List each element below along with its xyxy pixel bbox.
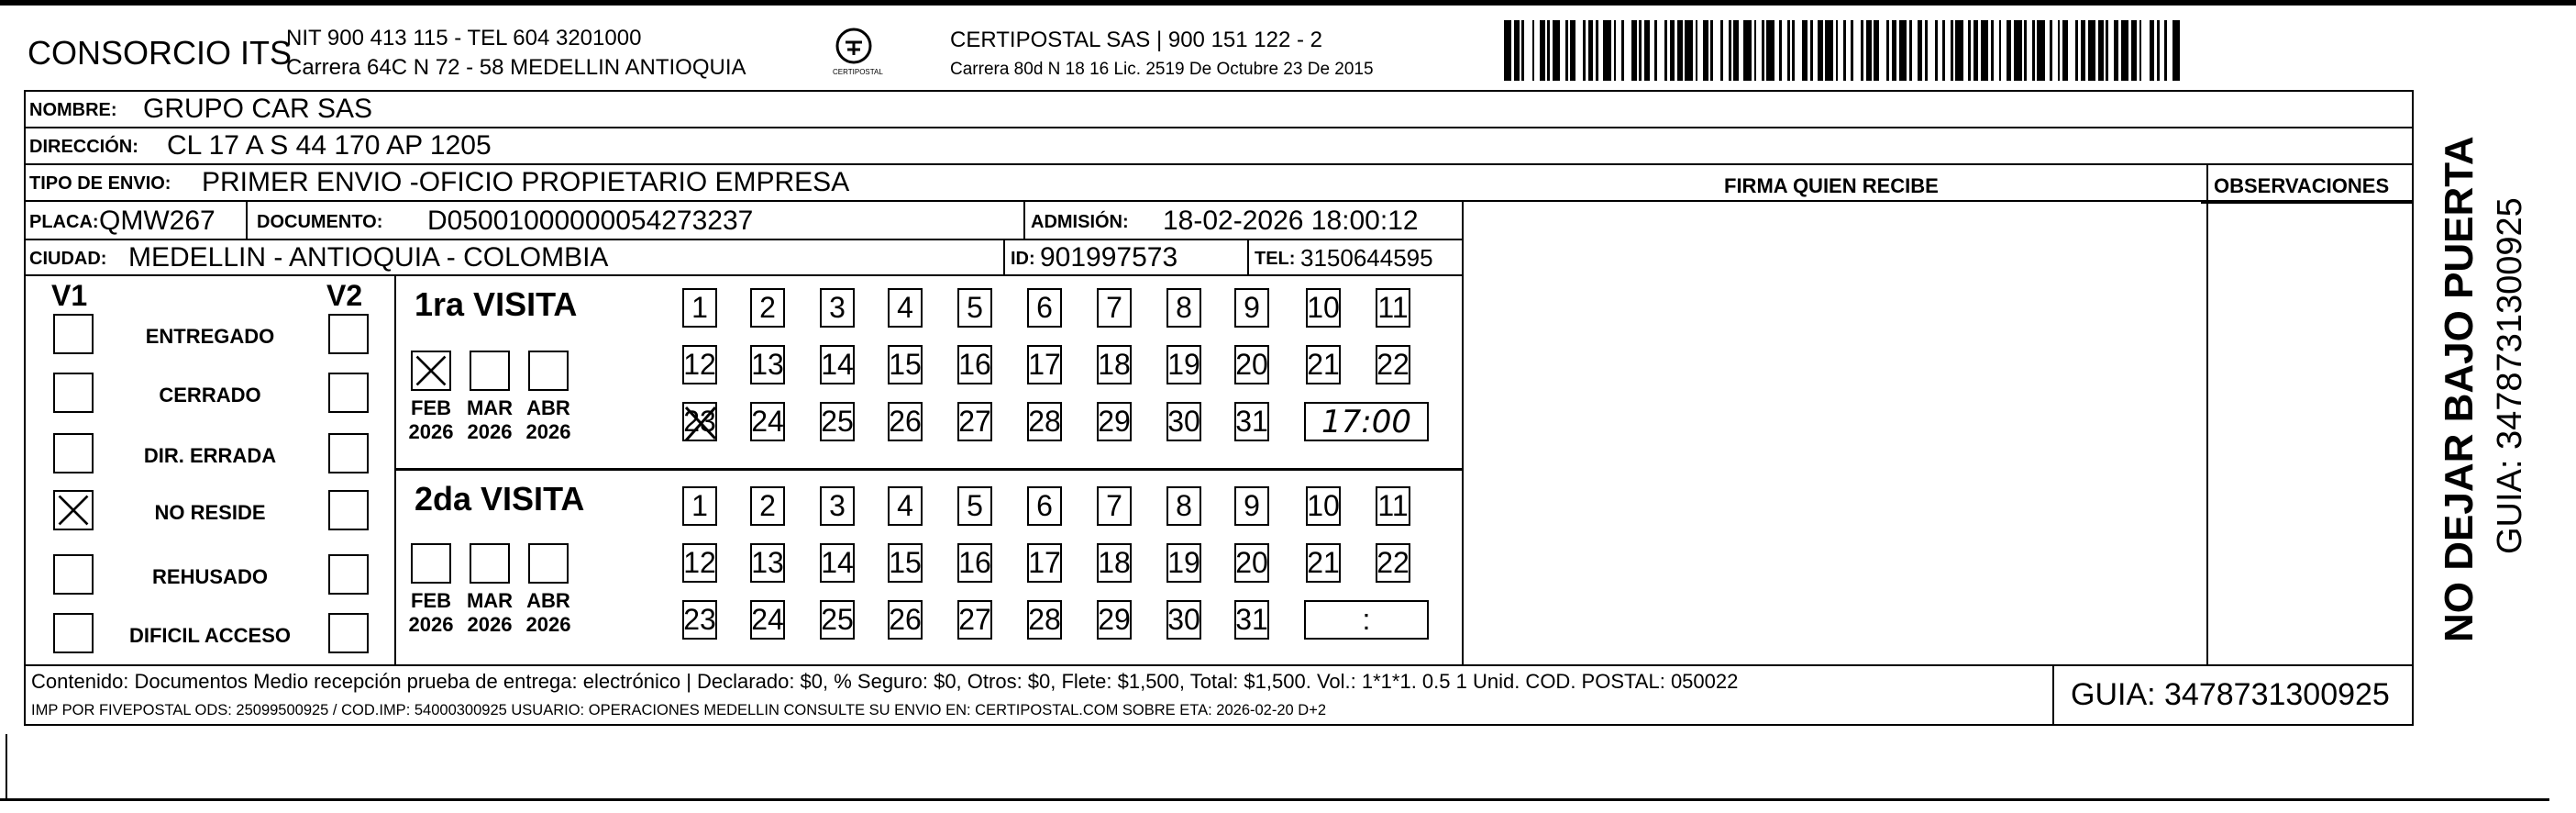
status-v2-checkbox[interactable]	[328, 373, 369, 413]
status-v1-checkbox[interactable]	[53, 373, 94, 413]
barcode-bar	[1743, 20, 1751, 81]
month-checkbox[interactable]	[528, 543, 569, 584]
barcode-bar	[1955, 20, 1962, 81]
side-guia: GUIA: 3478731300925	[2491, 197, 2529, 554]
day-box[interactable]: 2	[750, 486, 785, 526]
barcode-bar	[1713, 20, 1720, 81]
day-box[interactable]: 30	[1166, 600, 1201, 640]
month-year: 2026	[525, 613, 571, 636]
direccion-label: DIRECCIÓN:	[29, 137, 138, 157]
row-line	[24, 200, 2414, 202]
placa-value: QMW267	[99, 206, 216, 236]
month-year: 2026	[467, 613, 513, 636]
status-v2-checkbox[interactable]	[328, 554, 369, 595]
day-box[interactable]: 8	[1166, 288, 1201, 328]
month-name: MAR	[466, 396, 514, 419]
month-year: 2026	[525, 420, 571, 443]
row-line	[24, 127, 2414, 128]
barcode-bar	[1504, 20, 1511, 81]
nombre-value: GRUPO CAR SAS	[143, 94, 373, 124]
day-box[interactable]: 21	[1306, 543, 1341, 583]
month-checkbox[interactable]	[470, 351, 510, 391]
barcode-bar	[2068, 20, 2075, 81]
day-box[interactable]: 13	[750, 543, 785, 583]
day-box[interactable]: 9	[1234, 288, 1269, 328]
admision-label: ADMISIÓN:	[1031, 212, 1129, 232]
visita2-title: 2da VISITA	[415, 480, 585, 518]
day-box[interactable]: 22	[1376, 543, 1410, 583]
admision-value: 18-02-2026 18:00:12	[1163, 206, 1419, 236]
courier-line: CERTIPOSTAL SAS | 900 151 122 - 2	[950, 28, 1322, 52]
status-label: REHUSADO	[152, 565, 268, 588]
month-checkbox[interactable]	[411, 543, 451, 584]
day-box[interactable]: 29	[1097, 402, 1132, 441]
ciudad-label: CIUDAD:	[29, 249, 107, 269]
day-box[interactable]: 15	[888, 345, 923, 384]
day-box[interactable]: 5	[957, 486, 992, 526]
barcode-bar	[1825, 20, 1832, 81]
barcode-bar	[1603, 20, 1610, 81]
tel-value: 3150644595	[1300, 244, 1433, 272]
barcode-bar	[1981, 20, 1988, 81]
day-box[interactable]	[682, 402, 717, 441]
day-box[interactable]: 3	[820, 288, 855, 328]
tipo-value: PRIMER ENVIO -OFICIO PROPIETARIO EMPRESA	[202, 167, 850, 197]
placa-label: PLACA:	[29, 212, 99, 232]
month-checkbox[interactable]	[528, 351, 569, 391]
barcode-bar	[1899, 20, 1907, 81]
nombre-label: NOMBRE:	[29, 100, 117, 120]
day-box[interactable]: 22	[1376, 345, 1410, 384]
col-line	[2052, 664, 2054, 726]
day-box[interactable]: 5	[957, 288, 992, 328]
documento-value: D05001000000054273237	[427, 206, 754, 236]
row-line	[24, 239, 1462, 240]
barcode-bar	[1879, 20, 1886, 81]
day-box[interactable]: 7	[1097, 486, 1132, 526]
day-box[interactable]: 23	[682, 600, 717, 640]
month-name: FEB	[411, 396, 451, 419]
logo-caption: CERTIPOSTAL	[833, 68, 883, 76]
footer-guia: GUIA: 3478731300925	[2071, 677, 2390, 712]
row-line	[24, 163, 2414, 165]
firma-label: FIRMA QUIEN RECIBE	[1724, 174, 1939, 197]
col-line	[246, 200, 248, 239]
v2-label: V2	[326, 279, 363, 312]
documento-label: DOCUMENTO:	[257, 212, 383, 232]
day-box[interactable]: 4	[888, 288, 923, 328]
ciudad-value: MEDELLIN - ANTIOQUIA - COLOMBIA	[128, 242, 609, 273]
barcode-bar	[1575, 20, 1583, 81]
barcode-bar	[2088, 20, 2095, 81]
barcode-bar	[1553, 20, 1560, 81]
month-name: ABR	[526, 396, 570, 419]
v1-label: V1	[51, 279, 88, 312]
day-box[interactable]: 14	[820, 543, 855, 583]
month-checkbox[interactable]	[411, 351, 451, 391]
barcode-bar	[2037, 20, 2044, 81]
day-box[interactable]: 25	[820, 600, 855, 640]
col-line	[2206, 163, 2208, 664]
day-box[interactable]: 28	[1027, 402, 1062, 441]
month-year: 2026	[408, 613, 454, 636]
barcode-bar	[2172, 20, 2180, 81]
top-rule	[0, 0, 2576, 6]
day-box[interactable]: 11	[1376, 486, 1410, 526]
day-box[interactable]: 30	[1166, 402, 1201, 441]
day-box[interactable]: 11	[1376, 288, 1410, 328]
bottom-rule	[0, 798, 2549, 801]
day-box[interactable]: 18	[1097, 345, 1132, 384]
day-box[interactable]: 15	[888, 543, 923, 583]
day-box[interactable]: 10	[1306, 486, 1341, 526]
id-value: 901997573	[1040, 242, 1178, 273]
status-label: ENTREGADO	[145, 325, 275, 348]
col-line	[1462, 200, 1464, 664]
imp-text: IMP POR FIVEPOSTAL ODS: 25099500925 / COD.IMP: 54000300925 USUARIO: OPERACIONES MEDELLIN CONSULTE SU ENVIO EN: CERTIPOSTAL.COM SOBRE ETA: 2026-02-20 D+2	[31, 702, 1327, 718]
status-v1-checkbox[interactable]	[53, 554, 94, 595]
col-line	[1023, 200, 1025, 239]
day-box[interactable]: 19	[1166, 345, 1201, 384]
barcode-bar	[1853, 20, 1861, 81]
day-box[interactable]: 28	[1027, 600, 1062, 640]
row-line	[24, 274, 1462, 276]
barcode-bar	[1685, 20, 1692, 81]
direccion-value: CL 17 A S 44 170 AP 1205	[167, 130, 492, 161]
day-box[interactable]: 13	[750, 345, 785, 384]
day-box[interactable]: 20	[1234, 345, 1269, 384]
barcode-bar	[1795, 20, 1802, 81]
day-box[interactable]: 24	[750, 600, 785, 640]
barcode-bar	[1524, 20, 1531, 81]
day-box[interactable]: 18	[1097, 543, 1132, 583]
row-line	[24, 664, 2414, 666]
col-line	[1247, 239, 1249, 275]
day-box[interactable]: 25	[820, 402, 855, 441]
month-name: FEB	[411, 589, 451, 612]
certipostal-logo-icon	[833, 26, 875, 68]
day-box[interactable]: 31	[1234, 600, 1269, 640]
visita1-title: 1ra VISITA	[415, 285, 578, 323]
day-box[interactable]: 6	[1027, 486, 1062, 526]
day-box[interactable]: 9	[1234, 486, 1269, 526]
month-checkbox[interactable]	[470, 543, 510, 584]
day-box[interactable]: 2	[750, 288, 785, 328]
company-name: CONSORCIO ITS	[28, 34, 293, 72]
day-box[interactable]: 1	[682, 288, 717, 328]
col-line	[394, 274, 396, 664]
tipo-label: TIPO DE ENVIO:	[29, 173, 171, 194]
day-box[interactable]: 31	[1234, 402, 1269, 441]
day-box[interactable]: 8	[1166, 486, 1201, 526]
month-year: 2026	[467, 420, 513, 443]
day-box[interactable]: 12	[682, 345, 717, 384]
barcode-bar	[1766, 20, 1774, 81]
day-box[interactable]: 14	[820, 345, 855, 384]
month-name: MAR	[466, 589, 514, 612]
status-v2-checkbox[interactable]	[328, 613, 369, 653]
left-rule	[6, 734, 7, 798]
status-v1-checkbox[interactable]	[53, 490, 94, 530]
day-box[interactable]: 24	[750, 402, 785, 441]
col-line	[1003, 239, 1005, 275]
no-dejar-warning: NO DEJAR BAJO PUERTA	[2437, 136, 2482, 642]
day-box[interactable]: 6	[1027, 288, 1062, 328]
barcode-bar	[2180, 20, 2183, 81]
day-box[interactable]: 27	[957, 402, 992, 441]
day-box[interactable]: 10	[1306, 288, 1341, 328]
day-box[interactable]: 16	[957, 543, 992, 583]
month-year: 2026	[408, 420, 454, 443]
courier-address: Carrera 80d N 18 16 Lic. 2519 De Octubre 23 De 2015	[950, 60, 1374, 79]
day-box[interactable]: 21	[1306, 345, 1341, 384]
status-v1-checkbox[interactable]	[53, 433, 94, 473]
contenido-text: Contenido: Documentos Medio recepción prueba de entrega: electrónico | Declarado: $0, % Seguro: $0, Otros: $0, Flete: $1,500, Total: $1,500. Vol.: 1*1*1. 0.5 1 Unid. COD. POSTAL: 050022	[31, 670, 1739, 693]
day-box[interactable]: 29	[1097, 600, 1132, 640]
tel-label: TEL:	[1255, 249, 1296, 269]
status-v2-checkbox[interactable]	[328, 314, 369, 354]
day-box[interactable]: 27	[957, 600, 992, 640]
day-box[interactable]: 20	[1234, 543, 1269, 583]
day-box[interactable]: 16	[957, 345, 992, 384]
status-label: CERRADO	[159, 384, 261, 406]
day-box[interactable]: 4	[888, 486, 923, 526]
barcode-bar	[1657, 20, 1664, 81]
day-box[interactable]: 1	[682, 486, 717, 526]
barcode-bar	[1928, 20, 1935, 81]
time-box[interactable]: 17:00	[1304, 402, 1429, 441]
status-v2-checkbox[interactable]	[328, 433, 369, 473]
day-box[interactable]: 17	[1027, 345, 1062, 384]
day-number: 23	[683, 405, 716, 438]
day-box[interactable]: 26	[888, 600, 923, 640]
status-label: DIFICIL ACCESO	[128, 624, 291, 647]
address-line: Carrera 64C N 72 - 58 MEDELLIN ANTIOQUIA	[286, 55, 746, 80]
day-box[interactable]: 3	[820, 486, 855, 526]
status-v2-checkbox[interactable]	[328, 490, 369, 530]
status-label: DIR. ERRADA	[143, 444, 277, 467]
barcode-bar	[2141, 20, 2149, 81]
status-label: NO RESIDE	[154, 501, 266, 524]
row-line	[2201, 202, 2414, 204]
barcode	[1504, 20, 2183, 81]
barcode-bar	[1624, 20, 1631, 81]
day-box[interactable]: 12	[682, 543, 717, 583]
time-box[interactable]: :	[1304, 600, 1429, 640]
status-v1-checkbox[interactable]	[53, 314, 94, 354]
day-box[interactable]: 17	[1027, 543, 1062, 583]
row-line	[394, 468, 1462, 471]
observaciones-label: OBSERVACIONES	[2214, 174, 2390, 197]
barcode-bar	[2121, 20, 2128, 81]
day-box[interactable]: 7	[1097, 288, 1132, 328]
status-v1-checkbox[interactable]	[53, 613, 94, 653]
nit-line: NIT 900 413 115 - TEL 604 3201000	[286, 26, 642, 50]
day-box[interactable]: 19	[1166, 543, 1201, 583]
barcode-bar	[2014, 20, 2021, 81]
day-box[interactable]: 26	[888, 402, 923, 441]
month-name: ABR	[526, 589, 570, 612]
id-label: ID:	[1011, 249, 1035, 269]
